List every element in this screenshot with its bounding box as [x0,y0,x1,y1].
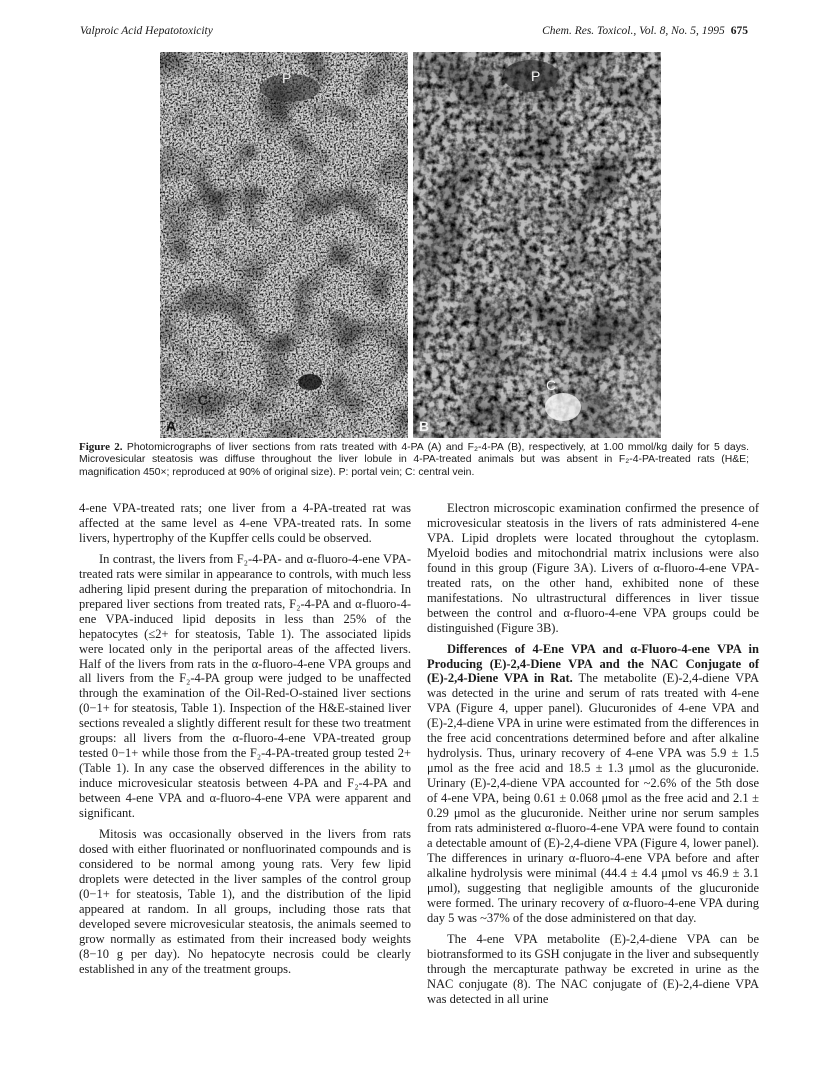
panel-b-marker-p: P [531,68,541,84]
caption-text: Photomicrographs of liver sections from rats treated with 4-PA (A) and F₂-4-PA (B), respectively, at 1.00 mmol/kg daily for 5 days. Microvesicular steatosis was diffuse throughout the liver lobule in 4-PA-treated animals but was absent in F₂-4-PA-treated rats (H&E; magnification 450×; reproduced at 90% of original size). P: portal vein; C: central vein. [79,442,749,478]
micrograph-panel-b [413,52,661,438]
section-text: The metabolite (E)-2,4-diene VPA was detected in the urine and serum of rats treated with 4-ene VPA (Figure 4, upper panel). Glucuronides of 4-ene VPA and (E)-2,4-diene VPA in urine were estimated from the differences in the free acid concentrations determined before and after alkaline hydrolysis. Thus, urinary recovery of 4-ene VPA was 5.9 ± 1.5 μmol as the free acid and 18.5 ± 1.3 μmol as the glucuronide. Urinary (E)-2,4-diene VPA accounted for ~2.6% of the 5th dose of 4-ene VPA, being 0.61 ± 0.068 μmol as the free acid and 2.1 ± 0.29 μmol as the glucuronide. Neither urine nor serum samples from rats administered α-fluoro-4-ene VPA were found to contain a detectable amount of (E)-2,4-diene VPA (Figure 4, lower panel). The differences in urinary α-fluoro-4-ene VPA before and after alkaline hydrolysis were minimal (44.4 ± 4.4 μmol vs 46.9 ± 3.1 μmol), suggesting that negligible amounts of the glucuronide were formed. The urinary recovery of α-fluoro-4-ene VPA during day 5 was ~37% of the dose administered on that day. [427,671,759,925]
caption-label: Figure 2. [79,441,123,453]
panel-a-marker-p: P [282,70,292,86]
section-paragraph [427,642,759,926]
micrograph-a-image [160,52,408,438]
paragraph: In contrast, the livers from F₂-4-PA- and α-fluoro-4-ene VPA-treated rats were similar in appearance to controls, with much less adhering lipid present during the preparation of mitochondria. In prepared liver sections from treated rats, F₂-4-PA and α-fluoro-4-ene VPA-induced lipid deposits in less than 25% of the hepatocytes (≤2+ for steatosis, Table 1). The associated lipids were located only in the periportal areas of the affected livers. Half of the livers from rats in the α-fluoro-4-ene VPA groups and all livers from the F₂-4-PA group were judged to be unaffected through the examination of the Oil-Red-O-stained liver sections (0−1+ for steatosis, Table 1). Inspection of the H&E-stained liver sections revealed a slightly different result for these two treatment groups: all livers from the α-fluoro-4-ene VPA-treated group tested 0−1+ while those from the F₂-4-PA-treated group tested 2+ (Table 1). In any case the observed differences in the ability to induce microvesicular steatosis between 4-PA and F₂-4-PA and between 4-ene VPA and α-fluoro-4-ene VPA were apparent and significant. [79,551,411,821]
panel-a-letter: A [166,418,177,434]
figure-caption [79,441,749,479]
page-number: 675 [730,25,748,37]
paragraph: Mitosis was occasionally observed in the livers from rats dosed with either fluorinated or nonfluorinated compounds and is considered to be normal among young rats. Very few lipid droplets were detected in the liver samples of the control group (0−1+ for steatosis, Table 1), and the distribution of the lipid appeared at random. In all groups, including those rats that developed severe microvesicular steatosis, the animals seemed to grow normally as estimated from their increased body weights (8−10 g per day). No hepatocyte necrosis could be clearly established in any of the treatment groups. [79,827,411,976]
paragraph: Electron microscopic examination confirmed the presence of microvesicular steatosis in the livers of rats administered 4-ene VPA. Lipid droplets were located throughout the cytoplasm. Myeloid bodies and mitochondrial matrix inclusions were also found in this group (Figure 3A). Livers of α-fluoro-4-ene VPA-treated rats, on the other hand, exhibited none of these manifestations. No ultrastructural differences in liver tissue between the control and α-fluoro-4-ene VPA groups could be distinguished (Figure 3B). [427,501,759,635]
running-head [80,25,748,41]
left-column [79,501,411,983]
journal-citation: Chem. Res. Toxicol., Vol. 8, No. 5, 1995 [542,25,725,37]
micrograph-panel-a [160,52,408,438]
section-heading: Differences of 4-Ene VPA and α-Fluoro-4-ene VPA in Producing (E)-2,4-Diene VPA and the NAC Conjugate of (E)-2,4-Diene VPA in Rat. [427,641,759,686]
running-head-title: Valproic Acid Hepatotoxicity [80,25,213,37]
paragraph: 4-ene VPA-treated rats; one liver from a 4-PA-treated rat was affected at the same level as 4-ene VPA-treated rats. In some livers, hypertrophy of the Kupffer cells could be observed. [79,501,411,545]
panel-b-letter: B [419,418,430,434]
panel-a-marker-c: C [198,392,209,408]
running-head-journal [542,25,748,37]
panel-b-marker-c: C [546,377,557,393]
right-column [427,501,759,1012]
micrograph-b-image [413,52,661,438]
paragraph: The 4-ene VPA metabolite (E)-2,4-diene VPA can be biotransformed to its GSH conjugate in the liver and subsequently through the mercapturate pathway be excreted in urine as the NAC conjugate (8). The NAC conjugate of (E)-2,4-diene VPA was detected in all urine [427,931,759,1006]
